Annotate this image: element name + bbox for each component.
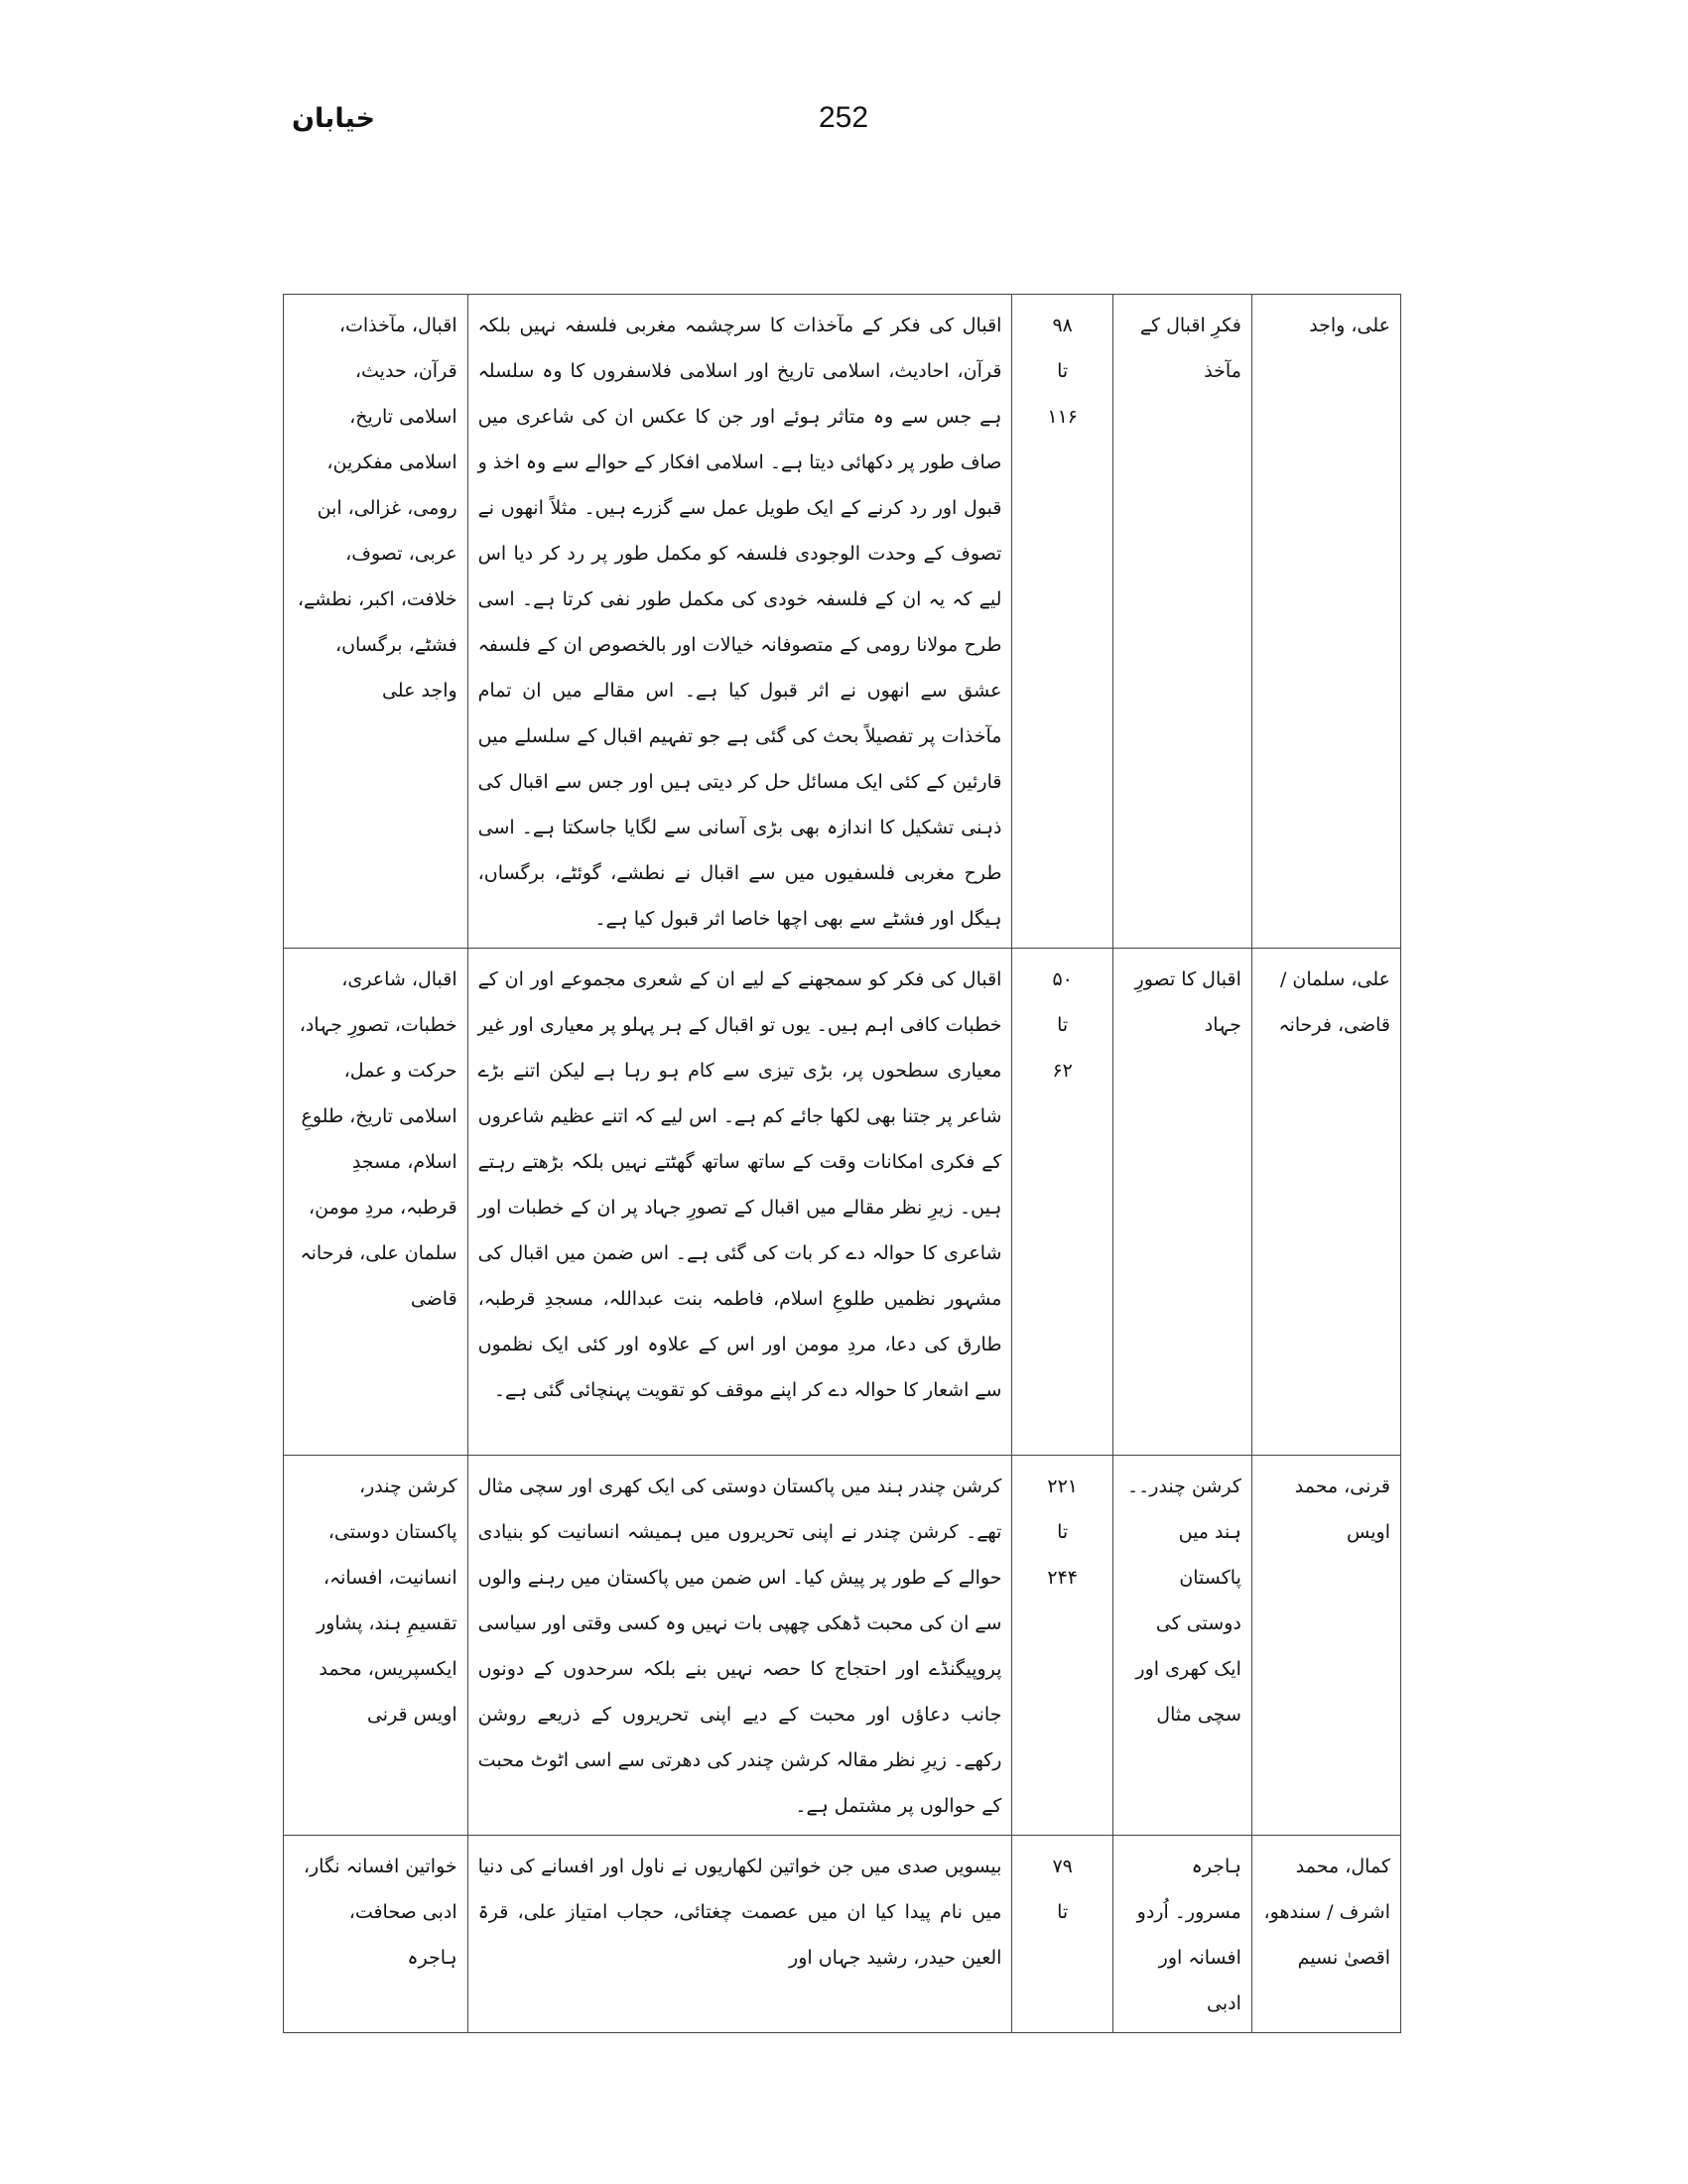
pages-cell bbox=[1012, 949, 1112, 1456]
author-cell: علی، واجد bbox=[1251, 295, 1400, 949]
page-from: ۹۸ bbox=[1052, 315, 1073, 336]
abstract-cell: بیسویں صدی میں جن خواتین لکھاریوں نے ناول اور افسانے کی دنیا میں نام پیدا کیا ان میں عصمت چغتائی، حجاب امتیاز علی، قرۃ العین حیدر، رشید جہاں اور bbox=[467, 1836, 1012, 2033]
page-from: ۷۹ bbox=[1052, 1856, 1073, 1877]
keywords-cell: خواتین افسانہ نگار، ادبی صحافت، ہاجرہ bbox=[284, 1836, 468, 2033]
title-cell: کرشن چندر۔۔ ہند میں پاکستان دوستی کی ایک کھری اور سچی مثال bbox=[1112, 1456, 1251, 1836]
pages-cell bbox=[1012, 1836, 1112, 2033]
keywords-cell: کرشن چندر، پاکستان دوستی، انسانیت، افسانہ، تقسیمِ ہند، پشاور ایکسپریس، محمد اویس قرنی bbox=[284, 1456, 468, 1836]
title-cell: ہاجرہ مسرور۔ اُردو افسانہ اور ادبی bbox=[1112, 1836, 1251, 2033]
page-separator: تا bbox=[1057, 1521, 1069, 1543]
keywords-cell: اقبال، مآخذات، قرآن، حدیث، اسلامی تاریخ، اسلامی مفکرین، رومی، غزالی، ابن عربی، تصوف، خلافت، اکبر، نطشے، فشٹے، برگساں، واجد علی bbox=[284, 295, 468, 949]
page-to: ۱۱۶ bbox=[1047, 406, 1078, 428]
table-row bbox=[284, 1456, 1401, 1836]
page-to: ۶۲ bbox=[1052, 1060, 1073, 1082]
author-cell: قرنی، محمد اویس bbox=[1251, 1456, 1400, 1836]
author-cell: کمال، محمد اشرف / سندھو، اقصیٰ نسیم bbox=[1251, 1836, 1400, 2033]
table-row bbox=[284, 295, 1401, 949]
title-cell: فکرِ اقبال کے مآخذ bbox=[1112, 295, 1251, 949]
page-from: ۲۲۱ bbox=[1047, 1476, 1078, 1497]
author-cell: علی، سلمان / قاضی، فرحانہ bbox=[1251, 949, 1400, 1456]
title-cell: اقبال کا تصورِ جہاد bbox=[1112, 949, 1251, 1456]
keywords-cell: اقبال، شاعری، خطبات، تصورِ جہاد، حرکت و عمل، اسلامی تاریخ، طلوعِ اسلام، مسجدِ قرطبہ، مردِ مومن، سلمان علی، فرحانہ قاضی bbox=[284, 949, 468, 1456]
journal-name: خیابان bbox=[292, 103, 375, 134]
page-number: 252 bbox=[818, 101, 869, 134]
pages-cell bbox=[1012, 1456, 1112, 1836]
table-row bbox=[284, 1836, 1401, 2033]
abstract-cell: اقبال کی فکر کو سمجھنے کے لیے ان کے شعری مجموعے اور ان کے خطبات کافی اہم ہیں۔ یوں تو اقبال کے ہر پہلو پر معیاری اور غیر معیاری سطحوں پر، بڑی تیزی سے کام ہو رہا ہے لیکن اتنے بڑے شاعر پر جتنا بھی لکھا جائے کم ہے۔ اس لیے کہ اتنے عظیم شاعروں کے فکری امکانات وقت کے ساتھ ساتھ گھٹتے نہیں بلکہ بڑھتے رہتے ہیں۔ زیرِ نظر مقالے میں اقبال کے تصورِ جہاد پر ان کے خطبات اور شاعری کا حوالہ دے کر بات کی گئی ہے۔ اس ضمن میں اقبال کی مشہور نظمیں طلوعِ اسلام، فاطمہ بنت عبداللہ، مسجدِ قرطبہ، طارق کی دعا، مردِ مومن اور اس کے علاوہ اور کئی ایک نظموں سے اشعار کا حوالہ دے کر اپنے موقف کو تقویت پہنچائی گئی ہے۔ bbox=[467, 949, 1012, 1456]
page-from: ۵۰ bbox=[1052, 968, 1073, 990]
page-separator: تا bbox=[1057, 1014, 1069, 1036]
abstract-cell: کرشن چندر ہند میں پاکستان دوستی کی ایک کھری اور سچی مثال تھے۔ کرشن چندر نے اپنی تحریروں میں ہمیشہ انسانیت کو بنیادی حوالے کے طور پر پیش کیا۔ اس ضمن میں پاکستان میں رہنے والوں سے ان کی محبت ڈھکی چھپی بات نہیں وہ کسی وقتی اور سیاسی پروپیگنڈے اور احتجاج کا حصہ نہیں بنے بلکہ سرحدوں کے دونوں جانب دعاؤں اور محبت کے دیے اپنی تحریروں کے ذریعے روشن رکھے۔ زیرِ نظر مقالہ کرشن چندر کی دھرتی سے اسی اٹوٹ محبت کے حوالوں پر مشتمل ہے۔ bbox=[467, 1456, 1012, 1836]
page-to: ۲۴۴ bbox=[1047, 1567, 1078, 1589]
bibliography-table bbox=[283, 294, 1401, 2033]
abstract-cell: اقبال کی فکر کے مآخذات کا سرچشمہ مغربی فلسفہ نہیں بلکہ قرآن، احادیث، اسلامی تاریخ اور اسلامی فلاسفروں کا وہ سلسلہ ہے جس سے وہ متاثر ہوئے اور جن کا عکس ان کی شاعری میں صاف طور پر دکھائی دیتا ہے۔ اسلامی افکار کے حوالے سے وہ اخذ و قبول اور رد کرنے کے ایک طویل عمل سے گزرے ہیں۔ مثلاً انھوں نے تصوف کے وحدت الوجودی فلسفہ کو مکمل طور پر رد کر دیا اس لیے کہ یہ ان کے فلسفہ خودی کی مکمل طور نفی کرتا ہے۔ اسی طرح مولانا رومی کے متصوفانہ خیالات اور بالخصوص ان کے فلسفہ عشق سے انھوں نے اثر قبول کیا ہے۔ اس مقالے میں ان تمام مآخذات پر تفصیلاً بحث کی گئی ہے جو تفہیم اقبال کے سلسلے میں قارئین کے کئی ایک مسائل حل کر دیتی ہیں اور جس سے اقبال کی ذہنی تشکیل کا اندازہ بھی بڑی آسانی سے لگایا جاسکتا ہے۔ اسی طرح مغربی فلسفیوں میں سے اقبال نے نطشے، گوئٹے، برگساں، ہیگل اور فشٹے سے بھی اچھا خاصا اثر قبول کیا ہے۔ bbox=[467, 295, 1012, 949]
table-row bbox=[284, 949, 1401, 1456]
pages-cell bbox=[1012, 295, 1112, 949]
page-separator: تا bbox=[1057, 360, 1069, 382]
page-separator: تا bbox=[1057, 1901, 1069, 1923]
